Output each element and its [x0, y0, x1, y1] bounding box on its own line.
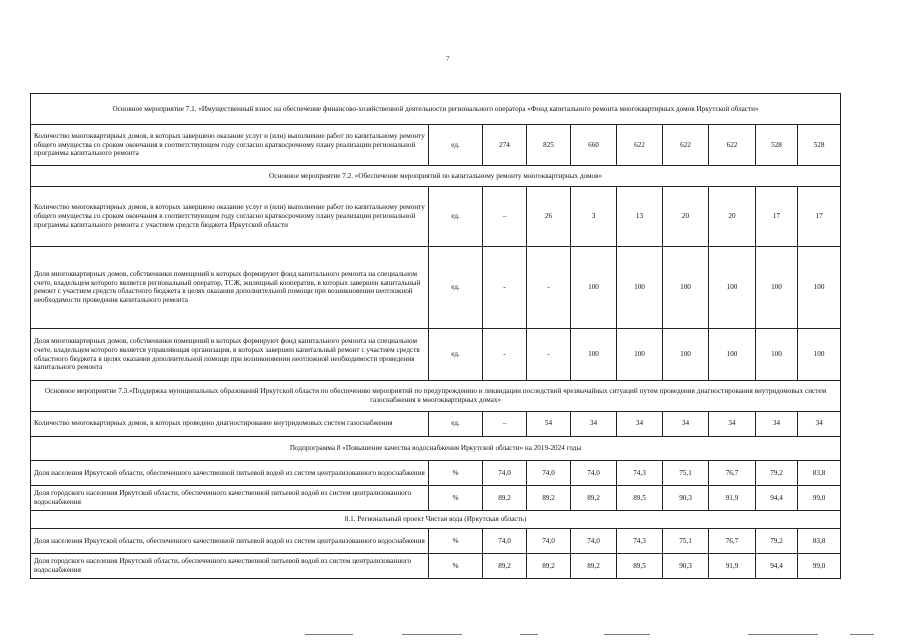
value-cell: 89,5 [617, 486, 663, 511]
value-cell: 34 [571, 411, 617, 436]
value-cell: 99,0 [798, 486, 841, 511]
value-cell: 100 [617, 246, 663, 329]
value-cell: 100 [663, 329, 709, 381]
unit-cell: % [429, 461, 483, 486]
indicators-table [30, 93, 841, 579]
unit-cell: % [429, 554, 483, 579]
value-cell: 17 [798, 186, 841, 246]
table-row [31, 329, 841, 381]
scan-artifacts [0, 628, 905, 640]
scan-mark [305, 634, 353, 635]
value-cell: 89,2 [571, 486, 617, 511]
value-cell: 75,1 [663, 461, 709, 486]
value-cell: - [527, 246, 571, 329]
table-row [31, 554, 841, 579]
value-cell: 76,7 [709, 529, 756, 554]
section-header: Основное мероприятие 7.1. «Имущественный взнос на обеспечение финансово-хозяйственной деятельности регионального оператора «Фонд капитального ремонта многоквартирных домов Иркутской области» [31, 94, 841, 125]
value-cell: 34 [663, 411, 709, 436]
value-cell: 89,2 [571, 554, 617, 579]
value-cell: 74,0 [527, 461, 571, 486]
indicator-name: Количество многоквартирных домов, в которых завершено оказание услуг и (или) выполнение работ по капитальному ремонту общего имущества со сроком окончания в соответствующем году согласно краткосрочному плану реализации региональной программы капитального ремонта с участием средств бюджета Иркутской области [31, 186, 429, 246]
value-cell: 54 [527, 411, 571, 436]
section-header: Основное мероприятие 7.3.«Поддержка муниципальных образований Иркутской области по обеспечению мероприятий по предупреждению и ликвидации последствий чрезвычайных ситуаций путем проведения диагностирования внутридомовых систем газоснабжения в многоквартирных домах» [31, 380, 841, 411]
value-cell: 622 [663, 124, 709, 165]
value-cell: 74,0 [571, 461, 617, 486]
value-cell: 100 [709, 246, 756, 329]
unit-cell: % [429, 529, 483, 554]
table-row [31, 186, 841, 246]
value-cell: - [527, 329, 571, 381]
value-cell: 100 [709, 329, 756, 381]
value-cell: 34 [798, 411, 841, 436]
value-cell: 20 [709, 186, 756, 246]
value-cell: 100 [571, 329, 617, 381]
indicator-name: Доля населения Иркутской области, обеспеченного качественной питьевой водой из систем централизованного водоснабжения [31, 529, 429, 554]
value-cell: 94,4 [756, 554, 798, 579]
value-cell: 89,2 [483, 486, 527, 511]
value-cell: 76,7 [709, 461, 756, 486]
section-row [31, 380, 841, 411]
section-row [31, 436, 841, 461]
indicator-name: Доля населения Иркутской области, обеспеченного качественной питьевой водой из систем централизованного водоснабжения [31, 461, 429, 486]
value-cell: 79,2 [756, 529, 798, 554]
value-cell: 3 [571, 186, 617, 246]
value-cell: 100 [663, 246, 709, 329]
indicator-name: Доля многоквартирных домов, собственники помещений в которых формируют фонд капитального ремонта на специальном счете, владельцем которого является региональный оператор, ТСЖ, жилищный кооператив, в которых завершен капитальный ремонт с участием средств областного бюджета в целях оказания дополнительной помощи при возникновении неотложной необходимости проведения капитального ремонта [31, 246, 429, 329]
value-cell: 74,3 [617, 461, 663, 486]
value-cell: 83,8 [798, 461, 841, 486]
value-cell: 90,3 [663, 486, 709, 511]
value-cell: 100 [571, 246, 617, 329]
value-cell: 34 [709, 411, 756, 436]
value-cell: 79,2 [756, 461, 798, 486]
value-cell: - [483, 246, 527, 329]
value-cell: 74,0 [483, 461, 527, 486]
value-cell: 100 [617, 329, 663, 381]
section-header: Основное мероприятие 7.2. «Обеспечение мероприятий по капитальному ремонту многоквартирных домов» [31, 166, 841, 187]
scan-mark [748, 634, 818, 635]
indicator-name: Доля городского населения Иркутской области, обеспеченного качественной питьевой водой из систем централизованного водоснабжения [31, 554, 429, 579]
value-cell: 528 [798, 124, 841, 165]
value-cell: 17 [756, 186, 798, 246]
table-row [31, 246, 841, 329]
value-cell: 100 [798, 329, 841, 381]
value-cell: 89,2 [527, 554, 571, 579]
indicator-name: Доля городского населения Иркутской области, обеспеченного качественной питьевой водой из систем централизованного водоснабжения [31, 486, 429, 511]
table-row [31, 461, 841, 486]
unit-cell: ед. [429, 411, 483, 436]
table-row [31, 411, 841, 436]
value-cell: 75,1 [663, 529, 709, 554]
table-row [31, 124, 841, 165]
value-cell: 26 [527, 186, 571, 246]
value-cell: – [483, 186, 527, 246]
scan-mark [402, 634, 462, 635]
value-cell: 94,4 [756, 486, 798, 511]
value-cell: 622 [709, 124, 756, 165]
value-cell: 100 [756, 329, 798, 381]
value-cell: 89,2 [527, 486, 571, 511]
value-cell: 13 [617, 186, 663, 246]
unit-cell: ед. [429, 186, 483, 246]
table-body [31, 94, 841, 579]
value-cell: 825 [527, 124, 571, 165]
value-cell: 89,5 [617, 554, 663, 579]
value-cell: 91,9 [709, 554, 756, 579]
value-cell: 83,8 [798, 529, 841, 554]
page-number: 7 [446, 55, 450, 63]
value-cell: 74,0 [527, 529, 571, 554]
indicator-name: Доля многоквартирных домов, собственники помещений в которых формируют фонд капитального ремонта на специальном счете, владельцем которого является управляющая организация, в которых завершен капитальный ремонт с участием средств областного бюджета в целях оказания дополнительной помощи при возникновении неотложной необходимости проведения капитального ремонта [31, 329, 429, 381]
table-row [31, 486, 841, 511]
unit-cell: ед. [429, 124, 483, 165]
value-cell: 90,3 [663, 554, 709, 579]
value-cell: 74,0 [483, 529, 527, 554]
unit-cell: ед. [429, 329, 483, 381]
value-cell: 660 [571, 124, 617, 165]
value-cell: 34 [617, 411, 663, 436]
table-row [31, 529, 841, 554]
value-cell: 91,9 [709, 486, 756, 511]
scan-mark [604, 634, 650, 635]
value-cell: 528 [756, 124, 798, 165]
section-row [31, 94, 841, 125]
value-cell: 34 [756, 411, 798, 436]
section-header: Подпрограмма 8 «Повышение качества водоснабжения Иркутской области» на 2019-2024 годы [31, 436, 841, 461]
unit-cell: % [429, 486, 483, 511]
section-row [31, 166, 841, 187]
value-cell: 74,0 [571, 529, 617, 554]
value-cell: 74,3 [617, 529, 663, 554]
indicator-name: Количество многоквартирных домов, в которых завершено оказание услуг и (или) выполнение работ по капитальному ремонту общего имущества со сроком окончания в соответствующем году согласно краткосрочному плану реализации региональной программы капитального ремонта [31, 124, 429, 165]
scan-mark [850, 634, 874, 635]
value-cell: 274 [483, 124, 527, 165]
value-cell: 100 [756, 246, 798, 329]
indicator-name: Количество многоквартирных домов, в которых проведено диагностирование внутридомовых систем газоснабжения [31, 411, 429, 436]
section-row [31, 510, 841, 529]
value-cell: 622 [617, 124, 663, 165]
value-cell: 89,2 [483, 554, 527, 579]
value-cell: 100 [798, 246, 841, 329]
value-cell: – [483, 411, 527, 436]
value-cell: - [483, 329, 527, 381]
value-cell: 99,0 [798, 554, 841, 579]
scan-mark [520, 634, 538, 635]
value-cell: 20 [663, 186, 709, 246]
section-header: 8.1. Региональный проект Чистая вода (Иркутская область) [31, 510, 841, 529]
unit-cell: ед. [429, 246, 483, 329]
